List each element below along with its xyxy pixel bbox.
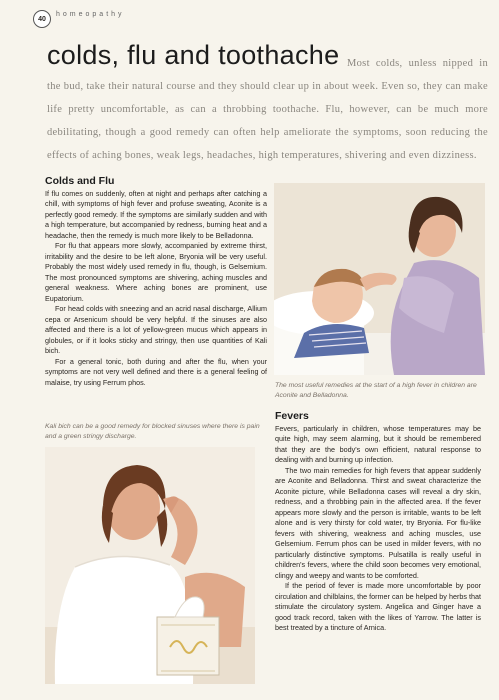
page-number: 40 [33, 10, 51, 28]
caption-left: Kali bich can be a good remedy for blocked sinuses where there is pain and a green stringy discharge. [45, 423, 260, 440]
colds-flu-paragraph: For a general tonic, both during and after the flu, when your symptoms are not very well defined and there is a general feeling of malaise, try using Ferrum phos. [45, 356, 267, 387]
running-head: homeopathy [56, 11, 125, 18]
colds-flu-paragraph: For flu that appears more slowly, accompanied by extreme thirst, irritability and the desire to be left alone, Bryonia will be very useful. Probably the most widely used remedy in flu, though, is Gelsemium. The most pronounced symptoms are shivering, aching muscles and general weakness. Where aching bones are prominent, use Eupatorium. [45, 241, 267, 303]
fevers-section [275, 411, 481, 634]
fevers-heading: Fevers [275, 410, 309, 422]
intro-paragraph: Most colds, unless nipped in the bud, take their natural course and they should clear up in about week. Even so, they can make life pretty uncomfortable, as can a throbbing toothache. Flu, however, can be much more debilitating, though a good remedy can often help ameliorate the symptoms, soon reducing the effects of aching bones, weak legs, headaches, high temperatures, shivering and even dizziness. [47, 58, 488, 161]
mother-child-illustration [274, 183, 485, 375]
colds-flu-section [45, 176, 267, 388]
photo-woman-sinus-pain [45, 447, 255, 684]
page-title: colds, flu and toothache [47, 40, 340, 70]
fevers-paragraph: If the period of fever is made more uncomfortable by poor circulation and chilblains, the former can be helped by herbs that stimulate the circulatory system. Angelica and Ginger have a good track record, taken with the likes of Yarrow. The latter is best treated by a tincture of Arnica. [275, 581, 481, 632]
colds-flu-heading: Colds and Flu [45, 175, 115, 187]
colds-flu-paragraph: For head colds with sneezing and an acrid nasal discharge, Allium cepa or Arsenicum should be very helpful. If the sinuses are also affected and there is a lot of yellow-green mucus which appears in globules, or if it looks sticky and stringy, then use quantities of Kali bich. [45, 304, 267, 355]
fevers-paragraph: Fevers, particularly in children, whose temperatures may be quite high, may seem alarming, but it should be remembered that they are the body's own efficient, natural response to dealing with and burning up infection. [275, 423, 481, 464]
caption-right: The most useful remedies at the start of a high fever in children are Aconite and Belladonna. [275, 382, 477, 399]
woman-tissues-illustration [45, 447, 255, 684]
fevers-paragraph: The two main remedies for high fevers that appear suddenly are Aconite and Belladonna. Thirst and sweat characterize the Aconite picture, while Belladonna cases will reveal a dry skin, redness, and a throbbing pain in the affected area. If the fever appears more slowly and the person is irritable, wants to be left alone and is very thirsty for cold water, try Bryonia. For flu-like fevers with shivering, weakness and aching muscles, use Gelsemium. Ferrum phos can be used in milder fevers, with no particularly distinctive symptoms. Pulsatilla is really useful in children's fevers, where the child soon becomes very emotional, clingy and weepy and wants to be comforted. [275, 465, 481, 580]
colds-flu-paragraph: If flu comes on suddenly, often at night and perhaps after catching a chill, with symptoms of high fever and profuse sweating, Aconite is a perfectly good remedy. If the symptoms are similarly sudden and with a high temperature, but accompanied by redness, burning heat and a headache, then the remedy is much more likely to be Belladonna. [45, 188, 267, 240]
photo-mother-feverish-child [274, 183, 485, 375]
